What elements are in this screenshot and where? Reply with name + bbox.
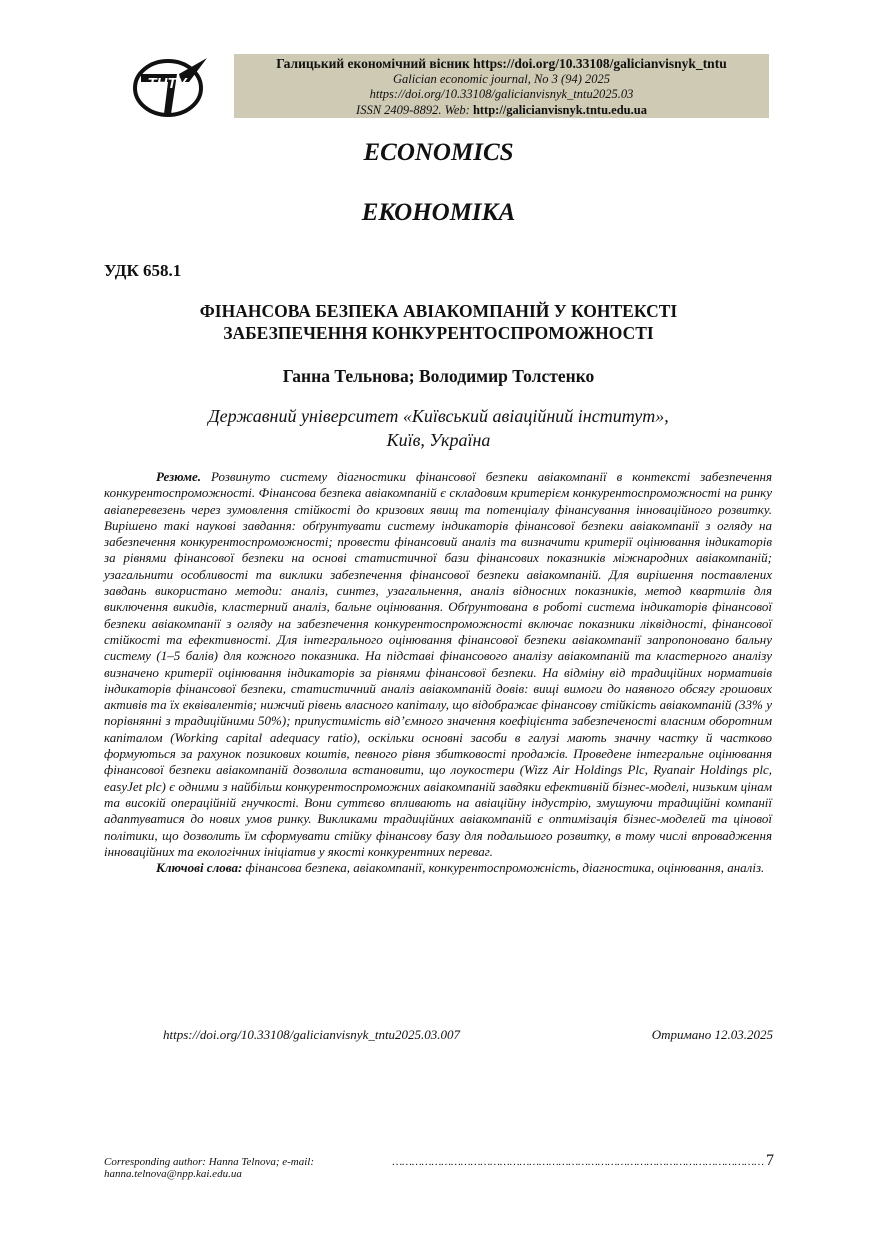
article-title-line2: ЗАБЕЗПЕЧЕННЯ КОНКУРЕНТОСПРОМОЖНОСТІ <box>223 323 654 343</box>
abstract-text: Розвинуто систему діагностики фінансової безпеки авіакомпанії в контексті забезпечення конкурентоспроможності. Фінансова безпека авіакомпаній є складовим критерієм конкурентоспроможності на ринку авіаперевезень через зумовлення стійкості до кризових явищ та потенціалу фінансування інноваційного розвитку. Вирішено такі наукові завдання: обґрунтувати систему індикаторів фінансової безпеки авіакомпанії з огляду на забезпечення конкурентоспроможності; провести фінансовий аналіз та визначити критерії оцінювання індикаторів за рівнями фінансової безпеки на основі статистичної бази фінансових показників міжнародних авіакомпаній; узагальнити особливості та виклики забезпечення фінансової безпеки авіакомпаній. Для вирішення поставлених завдань використано методи: аналіз, синтез, узагальнення, аналіз відносних показників, метод квартилів для виключення викидів, кластерний аналіз, бальне оцінювання. Обґрунтована в роботі система індикаторів фінансової безпеки авіакомпанії з огляду на забезпечення конкурентоспроможності включає показники ліквідності, фінансової стійкості та ефективності. Для інтегрального оцінювання фінансової безпеки авіакомпанії запропоновано бальну систему (1–5 балів) для кожного показника. На підставі фінансового аналізу авіакомпаній та кластерного аналізу визначено критерії оцінювання індикаторів за рівнями фінансової безпеки. На відміну від традиційних нормативів індикаторів фінансової безпеки, статистичний аналіз авіакомпаній довів: вищі вимоги до наявного обсягу грошових активів та їх еквівалентів; нижчий рівень власного капіталу, що відображає фінансову стійкість авіакомпаній (33% у порівнянні з традиційними 50%); припустимість від’ємного значення коефіцієнта забезпеченості власним оборотним капіталом (Working capital adequacy ratio), оскільки основні засоби в галузі мають значну частку й частково формуються за рахунок позикових коштів, певного рівня збитковості продажів. Проведене інтегральне оцінювання фінансової безпеки авіакомпаній дозволила встановити, що лоукостери (Wizz Air Holdings Plc, Ryanair Holdings plc, easyJet plc) є одними з найбільш конкурентоспроможних авіакомпаній завдяки ефективній бізнес-моделі, низьким цінам та високій операційній гнучкості. Вони суттєво впливають на авіаційну індустрію, змушуючи традиційні компанії адаптуватися до нових умов ринку. Викликами традиційних авіакомпаній є оптимізація бізнес-моделей та цінової політики, що дозволить їм сформувати стійку фінансову базу для подальшого розвитку, в тому числі впровадження інноваційних та екологічних ініціатив у якості конкурентних переваг. <box>104 469 773 859</box>
issn: ISSN 2409-8892. Web: <box>356 102 473 117</box>
affiliation-line2: Київ, Україна <box>386 430 491 450</box>
journal-website-link[interactable]: http://galicianvisnyk.tntu.edu.ua <box>472 102 647 117</box>
article-title <box>90 300 787 344</box>
issue-doi: https://doi.org/10.33108/galicianvisnyk_tntu2025.03 <box>369 87 634 101</box>
footer-leader-dots: …………………………………………………………………………………………………… <box>392 1156 764 1168</box>
abstract-paragraph <box>104 469 772 860</box>
abstract-block <box>104 469 772 876</box>
received-date: Отримано 12.03.2025 <box>651 1027 773 1042</box>
article-doi-link[interactable]: https://doi.org/10.33108/galicianvisnyk_tntu2025.03.007 <box>163 1027 461 1042</box>
affiliation-line1: Державний університет «Київський авіаційний інститут», <box>208 406 669 426</box>
page-footer <box>104 1152 774 1180</box>
keywords-paragraph <box>104 860 772 876</box>
issn-line <box>234 103 769 119</box>
abstract-label: Резюме. <box>156 469 202 484</box>
logo-text: ТНТУ <box>147 75 187 92</box>
article-meta <box>163 1027 773 1043</box>
affiliation <box>0 404 877 452</box>
page-number: 7 <box>766 1152 774 1169</box>
keywords-label: Ключові слова: <box>156 860 243 876</box>
section-heading-en: ECONOMICS <box>363 139 514 166</box>
authors: Ганна Тельнова; Володимир Толстенко <box>282 366 595 386</box>
journal-title-ua: Галицький економічний вісник https://doi.org/10.33108/galicianvisnyk_tntu <box>276 56 727 71</box>
udk-code: УДК 658.1 <box>104 261 182 280</box>
keywords-text: фінансова безпека, авіакомпанії, конкурентоспроможність, діагностика, оцінювання, аналіз. <box>245 860 765 876</box>
corresponding-author: Corresponding author: Hanna Telnova; e-mail: hanna.telnova@npp.kai.edu.ua <box>104 1156 315 1180</box>
section-heading-uk: ЕКОНОМІКА <box>361 199 516 226</box>
journal-title-en: Galician economic journal, No 3 (94) 2025 <box>393 71 610 86</box>
article-title-line1: ФІНАНСОВА БЕЗПЕКА АВІАКОМПАНІЙ У КОНТЕКСТІ <box>199 301 678 321</box>
journal-logo <box>131 52 209 118</box>
journal-header <box>234 54 769 118</box>
